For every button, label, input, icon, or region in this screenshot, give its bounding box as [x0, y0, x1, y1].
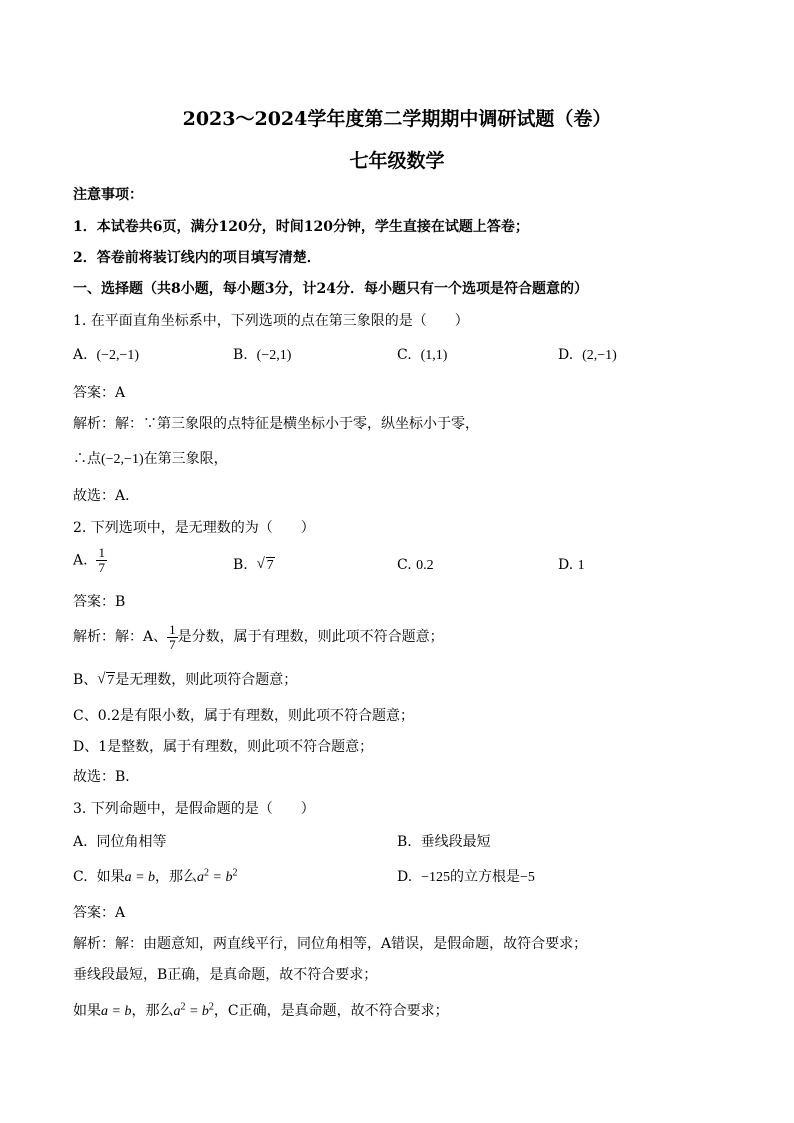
- q1-answer: 答案：A: [73, 385, 126, 401]
- q1-option-b: B. (−2,1): [233, 347, 292, 363]
- q2-answer: 答案：B: [73, 594, 126, 610]
- q2-option-d: D. 1: [558, 557, 585, 573]
- q3-analysis-2: 垂线段最短，B正确，是真命题，故不符合要求；: [73, 967, 378, 983]
- q2-analysis-b: B、 √ 7是无理数，则此项符合题意；: [73, 670, 297, 691]
- q3-answer: 答案：A: [73, 905, 126, 921]
- q2-analysis-a: 解析：解：A、 $\frac{1}{7}$ 是分数，属于有理数，则此项不符合题意；: [73, 621, 444, 652]
- q2-option-a: A. $\frac{1}{7}$: [73, 545, 105, 575]
- q1-option-d: D. (2,−1): [558, 347, 617, 363]
- notice-heading: 注意事项：: [73, 187, 143, 203]
- q3-option-c: C. 如果a = b，那么$a^2 = b^2$: [73, 867, 238, 885]
- q3-analysis-3: 如果a = b，那么$a^2 = b^2$，C正确，是真命题，故不符合要求；: [73, 1001, 449, 1019]
- q1-option-a: A. (−2,−1): [73, 347, 140, 363]
- fraction: $\frac{1}{7}$: [169, 621, 176, 652]
- question-1-stem: 1. 在平面直角坐标系中，下列选项的点在第三象限的是（ ）: [73, 313, 469, 329]
- q1-option-c: C. (1,1): [397, 347, 448, 363]
- q2-option-c: C. 0.2: [397, 557, 434, 573]
- q3-option-b: B. 垂线段最短: [397, 834, 491, 850]
- square-root: √ 7: [256, 556, 274, 573]
- q3-option-a: A. 同位角相等: [73, 834, 167, 850]
- notice-item-2: 2．答卷前将装订线内的项目填写清楚．: [73, 250, 321, 266]
- section-heading: 一、选择题（共8小题，每小题3分，计24分．每小题只有一个选项是符合题意的）: [73, 281, 588, 297]
- q2-option-b: B. √ 7: [233, 555, 275, 576]
- q2-analysis-d: D、1是整数，属于有理数，则此项不符合题意；: [73, 739, 374, 755]
- q3-analysis-1: 解析：解：由题意知，两直线平行，同位角相等，A错误，是假命题，故符合要求；: [73, 936, 588, 952]
- q2-conclusion: 故选：B．: [73, 769, 140, 785]
- question-2-stem: 2. 下列选项中，是无理数的为（ ）: [73, 520, 315, 536]
- q2-analysis-c: C、0.2是有限小数，属于有理数，则此项不符合题意；: [73, 708, 414, 724]
- q1-therefore: ∴点(−2,−1)在第三象限，: [73, 451, 228, 467]
- exam-subtitle: 七年级数学: [349, 150, 445, 172]
- exam-title: 2023～2024学年度第二学期期中调研试题（卷）: [182, 108, 612, 130]
- q3-option-d: D. −125的立方根是−5: [397, 869, 535, 885]
- q1-analysis: 解析：解：∵第三象限的点特征是横坐标小于零，纵坐标小于零，: [73, 416, 479, 432]
- fraction: $\frac{1}{7}$: [98, 545, 105, 575]
- question-3-stem: 3. 下列命题中，是假命题的是（ ）: [73, 801, 315, 817]
- q1-conclusion: 故选：A．: [73, 488, 140, 504]
- notice-item-1: 1．本试卷共6页，满分120分，时间120分钟，学生直接在试题上答卷；: [73, 219, 529, 235]
- square-root: √ 7: [97, 671, 115, 688]
